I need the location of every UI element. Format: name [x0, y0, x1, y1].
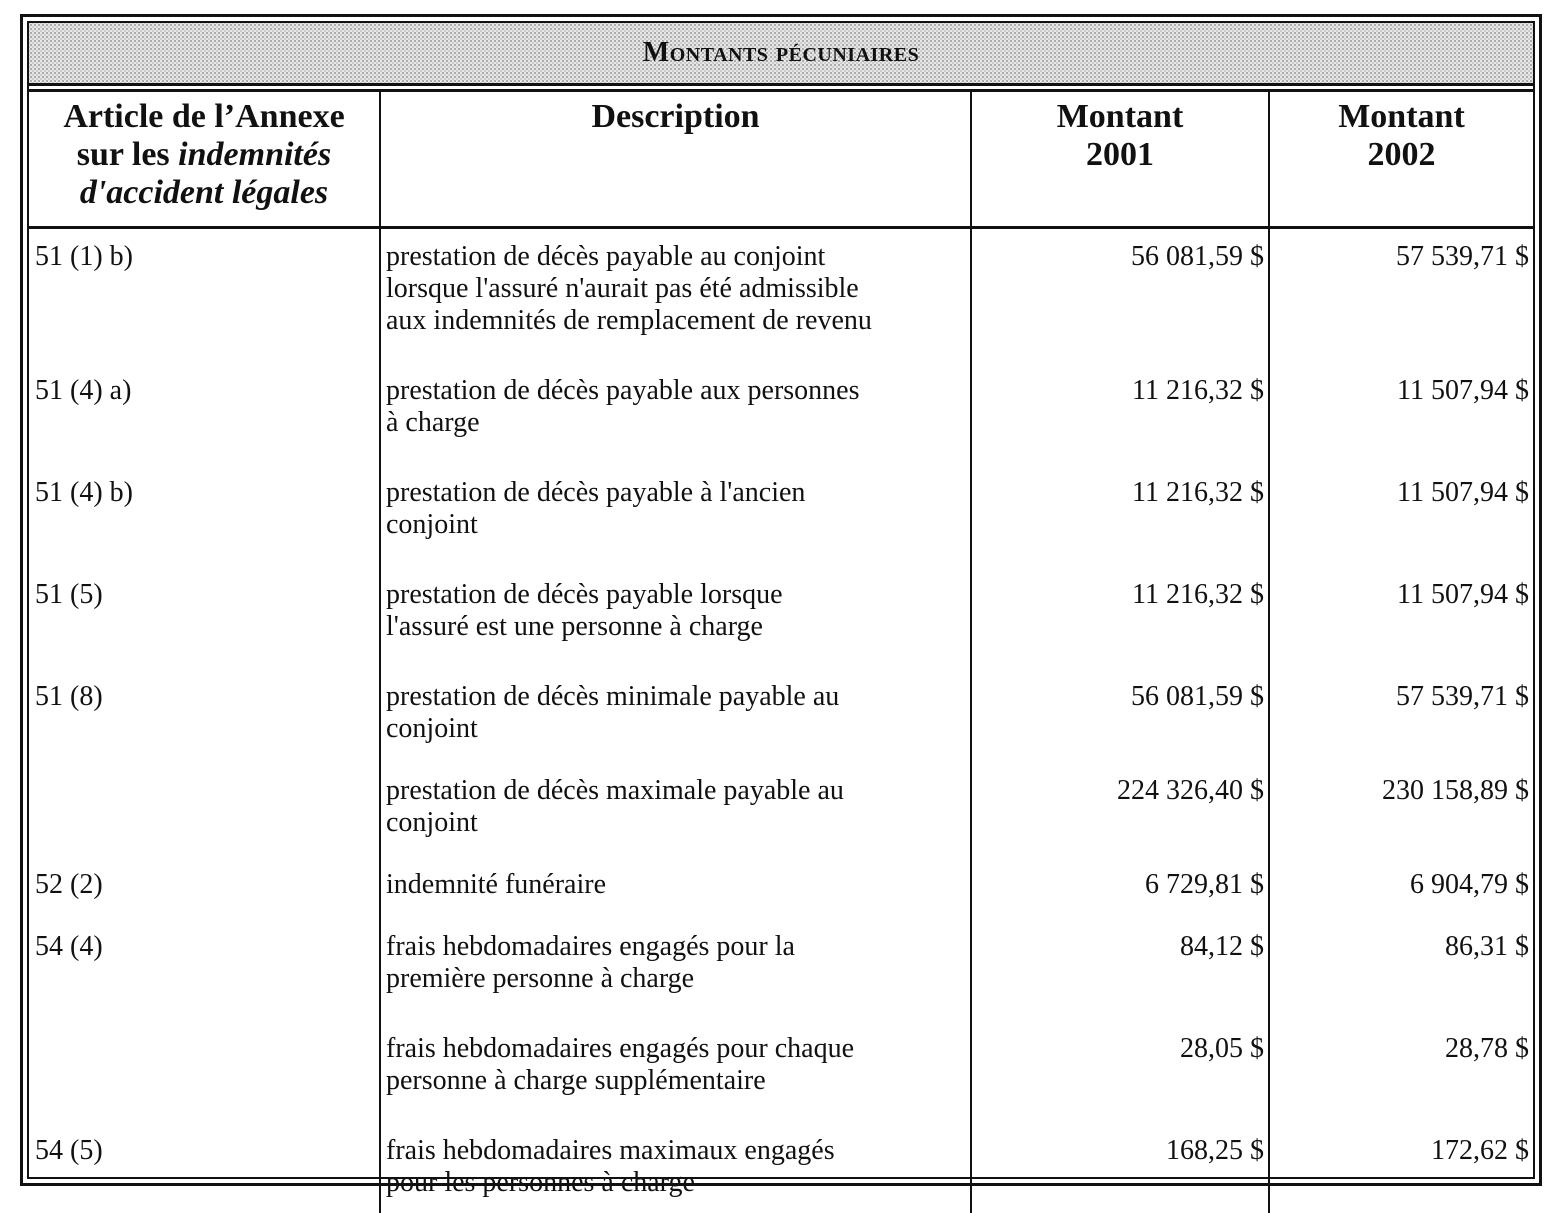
- description-line: aux indemnités de remplacement de revenu: [386, 305, 964, 337]
- cell-article: 51 (1) b): [29, 228, 380, 364]
- cell-amount-2002: 86,31 $: [1269, 919, 1533, 1021]
- cell-amount-2001: 11 216,32 $: [971, 465, 1269, 567]
- description-line: conjoint: [386, 807, 964, 839]
- cell-article: 51 (4) a): [29, 363, 380, 465]
- cell-article: 54 (5): [29, 1123, 380, 1213]
- cell-article: 51 (4) b): [29, 465, 380, 567]
- table-row: [29, 567, 1533, 669]
- table-row: [29, 763, 1533, 857]
- cell-description: [380, 363, 971, 465]
- description-line: l'assuré est une personne à charge: [386, 611, 964, 643]
- cell-amount-2002: 28,78 $: [1269, 1021, 1533, 1123]
- table-title-bar: [29, 23, 1533, 86]
- header-article-line2-italic: indemnités: [178, 136, 331, 173]
- cell-article: [29, 763, 380, 857]
- cell-description: [380, 669, 971, 763]
- cell-amount-2002: 230 158,89 $: [1269, 763, 1533, 857]
- description-line: frais hebdomadaires maximaux engagés: [386, 1135, 964, 1167]
- cell-amount-2002: 172,62 $: [1269, 1123, 1533, 1213]
- description-line: lorsque l'assuré n'aurait pas été admissible: [386, 273, 964, 305]
- header-row: [29, 92, 1533, 228]
- cell-amount-2001: 56 081,59 $: [971, 669, 1269, 763]
- table-row: [29, 857, 1533, 919]
- description-line: conjoint: [386, 713, 964, 745]
- table-inner-frame: [27, 21, 1535, 1179]
- cell-amount-2001: 224 326,40 $: [971, 763, 1269, 857]
- header-amount-2001-line1: Montant: [1057, 98, 1184, 135]
- cell-description: [380, 567, 971, 669]
- description-line: à charge: [386, 407, 964, 439]
- cell-description: [380, 1123, 971, 1213]
- table-row: [29, 363, 1533, 465]
- cell-amount-2001: 56 081,59 $: [971, 228, 1269, 364]
- cell-description: [380, 1021, 971, 1123]
- amounts-table: [29, 92, 1533, 1213]
- header-amount-2001-line2: 2001: [1086, 136, 1154, 173]
- cell-article: 54 (4): [29, 919, 380, 1021]
- description-line: prestation de décès payable au conjoint: [386, 241, 964, 273]
- table-row: [29, 465, 1533, 567]
- table-row: [29, 1021, 1533, 1123]
- description-line: prestation de décès maximale payable au: [386, 775, 964, 807]
- cell-amount-2001: 11 216,32 $: [971, 567, 1269, 669]
- header-amount-2002: [1269, 92, 1533, 228]
- cell-amount-2001: 168,25 $: [971, 1123, 1269, 1213]
- description-line: conjoint: [386, 509, 964, 541]
- description-line: prestation de décès payable aux personnes: [386, 375, 964, 407]
- description-line: première personne à charge: [386, 963, 964, 995]
- cell-amount-2002: 11 507,94 $: [1269, 363, 1533, 465]
- table-frame: [20, 14, 1542, 1186]
- cell-article: [29, 1021, 380, 1123]
- description-line: frais hebdomadaires engagés pour la: [386, 931, 964, 963]
- header-article-line1: Article de l’Annexe: [63, 98, 344, 135]
- cell-amount-2001: 84,12 $: [971, 919, 1269, 1021]
- table-body-wrap: [29, 89, 1533, 1177]
- cell-description: [380, 228, 971, 364]
- cell-article: 51 (5): [29, 567, 380, 669]
- header-amount-2002-line2: 2002: [1368, 136, 1436, 173]
- description-line: prestation de décès payable à l'ancien: [386, 477, 964, 509]
- description-line: personne à charge supplémentaire: [386, 1065, 964, 1097]
- cell-amount-2001: 6 729,81 $: [971, 857, 1269, 919]
- header-amount-2001: [971, 92, 1269, 228]
- description-line: indemnité funéraire: [386, 869, 964, 901]
- cell-amount-2002: 57 539,71 $: [1269, 228, 1533, 364]
- table-rows: [29, 228, 1533, 1213]
- cell-amount-2002: 57 539,71 $: [1269, 669, 1533, 763]
- header-description: [380, 92, 971, 228]
- header-article: [29, 92, 380, 228]
- cell-amount-2001: 28,05 $: [971, 1021, 1269, 1123]
- table-row: [29, 1123, 1533, 1213]
- table-row: [29, 919, 1533, 1021]
- header-amount-2002-line1: Montant: [1338, 98, 1465, 135]
- table-row: [29, 669, 1533, 763]
- description-line: frais hebdomadaires engagés pour chaque: [386, 1033, 964, 1065]
- cell-description: [380, 919, 971, 1021]
- table-title: Montants pécuniaires: [643, 37, 919, 69]
- cell-amount-2001: 11 216,32 $: [971, 363, 1269, 465]
- header-description-label: Description: [591, 98, 759, 135]
- description-line: pour les personnes à charge: [386, 1167, 964, 1199]
- cell-article: 51 (8): [29, 669, 380, 763]
- table-row: [29, 228, 1533, 364]
- header-article-line3-italic: d'accident légales: [80, 174, 328, 211]
- cell-description: [380, 763, 971, 857]
- cell-amount-2002: 11 507,94 $: [1269, 465, 1533, 567]
- cell-article: 52 (2): [29, 857, 380, 919]
- header-article-line2-plain: sur les: [77, 136, 178, 173]
- description-line: prestation de décès minimale payable au: [386, 681, 964, 713]
- cell-description: [380, 857, 971, 919]
- description-line: prestation de décès payable lorsque: [386, 579, 964, 611]
- cell-description: [380, 465, 971, 567]
- cell-amount-2002: 11 507,94 $: [1269, 567, 1533, 669]
- cell-amount-2002: 6 904,79 $: [1269, 857, 1533, 919]
